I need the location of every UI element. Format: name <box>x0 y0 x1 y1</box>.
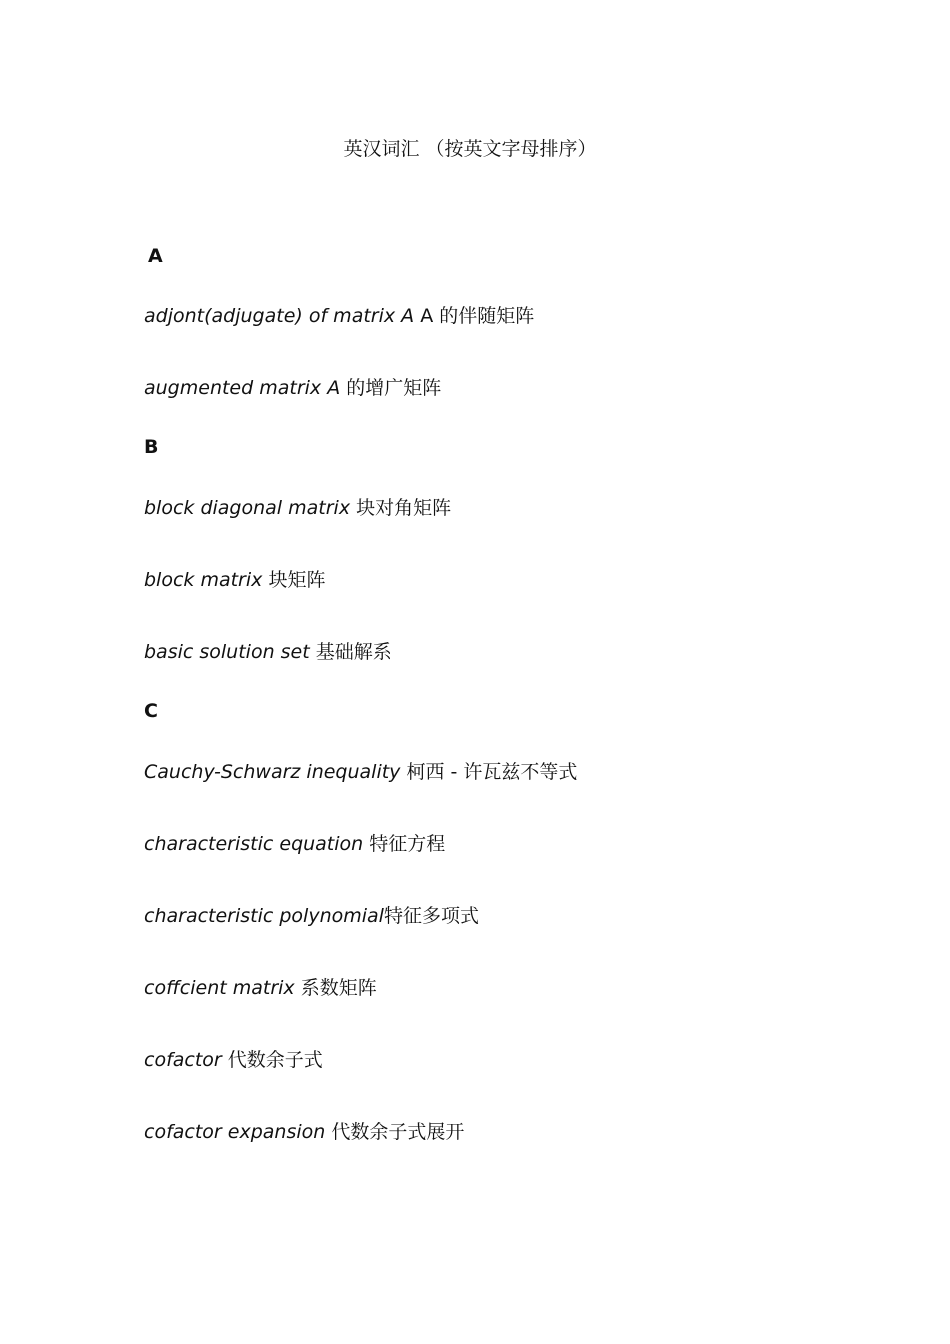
entry-english-term: Cauchy-Schwarz inequality <box>144 761 401 783</box>
entry-chinese-term: 代数余子式展开 <box>331 1121 465 1143</box>
section-letter-a: A <box>148 245 163 267</box>
entry-english-term: coffcient matrix <box>144 977 295 999</box>
glossary-entry <box>144 496 451 520</box>
glossary-entry <box>144 760 577 784</box>
entry-english-term: basic solution set <box>144 641 310 663</box>
entry-english-term: characteristic polynomial <box>144 905 384 927</box>
entry-chinese-term: 系数矩阵 <box>300 977 377 999</box>
entry-chinese-term: 特征方程 <box>369 833 446 855</box>
glossary-entry <box>144 832 445 856</box>
glossary-entry <box>144 304 534 328</box>
entry-english-term: augmented matrix A <box>144 377 341 399</box>
entry-chinese-term: 的增广矩阵 <box>346 377 442 399</box>
glossary-entry <box>144 976 377 1000</box>
glossary-entry <box>144 1120 464 1144</box>
glossary-entry <box>144 904 479 928</box>
glossary-entry <box>144 640 392 664</box>
section-letter-c: C <box>144 700 158 722</box>
entry-english-term: block matrix <box>144 569 263 591</box>
entry-english-term: cofactor expansion <box>144 1121 326 1143</box>
entry-chinese-term: 块对角矩阵 <box>356 497 452 519</box>
entry-chinese-term: 基础解系 <box>315 641 392 663</box>
page-title: 英汉词汇 （按英文字母排序） <box>343 138 597 160</box>
entry-english-term: cofactor <box>144 1049 222 1071</box>
entry-english-term: block diagonal matrix <box>144 497 351 519</box>
entry-english-term: characteristic equation <box>144 833 364 855</box>
entry-chinese-term: 块矩阵 <box>268 569 326 591</box>
entry-english-term: adjont(adjugate) of matrix A <box>144 305 415 327</box>
glossary-entry <box>144 568 325 592</box>
entry-chinese-term: 代数余子式 <box>227 1049 323 1071</box>
section-letter-b: B <box>144 436 159 458</box>
glossary-entry <box>144 1048 323 1072</box>
entry-chinese-term: 柯西 - 许瓦兹不等式 <box>406 761 578 783</box>
entry-chinese-term: 特征多项式 <box>383 905 479 927</box>
entry-chinese-term: A 的伴随矩阵 <box>420 305 535 327</box>
glossary-entry <box>144 376 441 400</box>
